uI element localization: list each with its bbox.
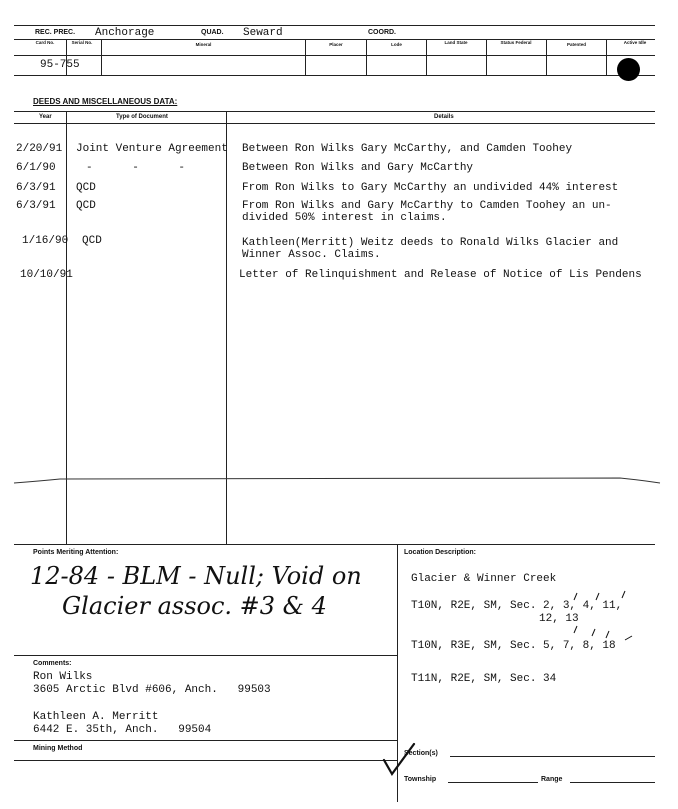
points-handwriting-line-2: Glacier assoc. #3 & 4: [62, 592, 327, 620]
location-line: T10N, R3E, SM, Sec. 5, 7, 8, 18: [411, 640, 616, 652]
points-label: Points Meriting Attention:: [33, 549, 119, 556]
active-idle-label: Active Idle: [623, 40, 647, 45]
deeds-header-rule: [14, 123, 655, 124]
header-mid-rule: [14, 39, 655, 40]
location-label: Location Description:: [404, 549, 476, 556]
row-details: From Ron Wilks to Gary McCarthy an undivided 44% interest: [242, 182, 619, 194]
card-no-label: Card No.: [35, 40, 55, 45]
row-year: 2/20/91: [16, 143, 63, 155]
lode-label: Lode: [391, 42, 402, 47]
row-details: Letter of Relinquishment and Release of Notice of Lis Pendens: [239, 269, 642, 281]
row-details: From Ron Wilks and Gary McCarthy to Camden Toohey an un- divided 50% interest in claims.: [242, 200, 612, 224]
row-year: 6/1/90: [16, 162, 56, 174]
serial-no-label: Serial No.: [71, 40, 93, 45]
location-line: T11N, R2E, SM, Sec. 34: [411, 673, 557, 685]
quad-value: Seward: [243, 27, 283, 39]
header-col-divider: [486, 39, 487, 75]
deeds-section-title: DEEDS AND MISCELLANEOUS DATA:: [33, 97, 178, 106]
comment-line: Kathleen A. Merritt: [33, 711, 159, 723]
mining-method-label: Mining Method: [33, 745, 83, 752]
patented-label: Patented: [566, 42, 586, 47]
points-handwriting-line-1: 12-84 - BLM - Null; Void on: [30, 562, 362, 590]
row-details: Kathleen(Merritt) Weitz deeds to Ronald Wilks Glacier and Winner Assoc. Claims.: [242, 237, 619, 261]
comment-line: Ron Wilks: [33, 671, 93, 683]
row-year: 10/10/91: [20, 269, 73, 281]
comment-line: 3605 Arctic Blvd #606, Anch. 99503: [33, 684, 271, 696]
location-line: Glacier & Winner Creek: [411, 573, 557, 585]
col-details-header: Details: [434, 114, 454, 120]
header-col-divider: [606, 39, 607, 75]
range-label: Range: [541, 776, 563, 783]
active-status-dot: [617, 58, 640, 81]
scan-artifact-line: [0, 465, 678, 495]
mineral-label: Mineral: [195, 42, 212, 47]
row-details: Between Ron Wilks and Gary McCarthy: [242, 162, 474, 174]
row-type: - - -: [86, 162, 186, 174]
coord-label: COORD.: [368, 29, 396, 36]
header-top-rule: [14, 25, 655, 26]
mining-bottom-rule: [14, 760, 397, 761]
bottom-top-rule: [14, 544, 655, 545]
section-fill-line: [450, 756, 655, 757]
row-year: 6/3/91: [16, 200, 56, 212]
section-label: Section(s): [404, 750, 438, 757]
row-year: 1/16/90: [22, 235, 69, 247]
comments-top-rule: [14, 655, 397, 656]
land-state-label: Land State: [444, 40, 468, 45]
placer-label: Placer: [329, 42, 343, 47]
mining-top-rule: [14, 740, 397, 741]
card-no-value: 95-755: [40, 59, 80, 71]
header-bottom-rule: [14, 75, 655, 76]
quad-label: QUAD.: [201, 29, 224, 36]
section-tick-marks: [560, 588, 660, 656]
township-label: Township: [404, 776, 437, 783]
range-fill-line: [570, 782, 655, 783]
comment-line: 6442 E. 35th, Anch. 99504: [33, 724, 212, 736]
row-type: QCD: [76, 200, 96, 212]
rec-prec-label: REC. PREC.: [35, 29, 76, 36]
row-type: Joint Venture Agreement: [76, 143, 228, 155]
deeds-top-rule: [14, 111, 655, 112]
row-year: 6/3/91: [16, 182, 56, 194]
rec-prec-value: Anchorage: [95, 27, 155, 39]
row-details: Between Ron Wilks Gary McCarthy, and Camden Toohey: [242, 143, 573, 155]
status-federal-label: Status Federal: [500, 40, 532, 45]
comments-label: Comments:: [33, 660, 72, 667]
location-line: 12, 13: [539, 613, 579, 625]
row-type: QCD: [76, 182, 96, 194]
check-mark-icon: [380, 740, 420, 785]
col-year-header: Year: [39, 114, 52, 120]
location-line: T10N, R2E, SM, Sec. 2, 3, 4, 11,: [411, 600, 623, 612]
header-subhead-rule: [14, 55, 655, 56]
township-fill-line: [448, 782, 538, 783]
col-type-header: Type of Document: [116, 114, 168, 120]
row-type: QCD: [82, 235, 102, 247]
header-col-divider: [426, 39, 427, 75]
